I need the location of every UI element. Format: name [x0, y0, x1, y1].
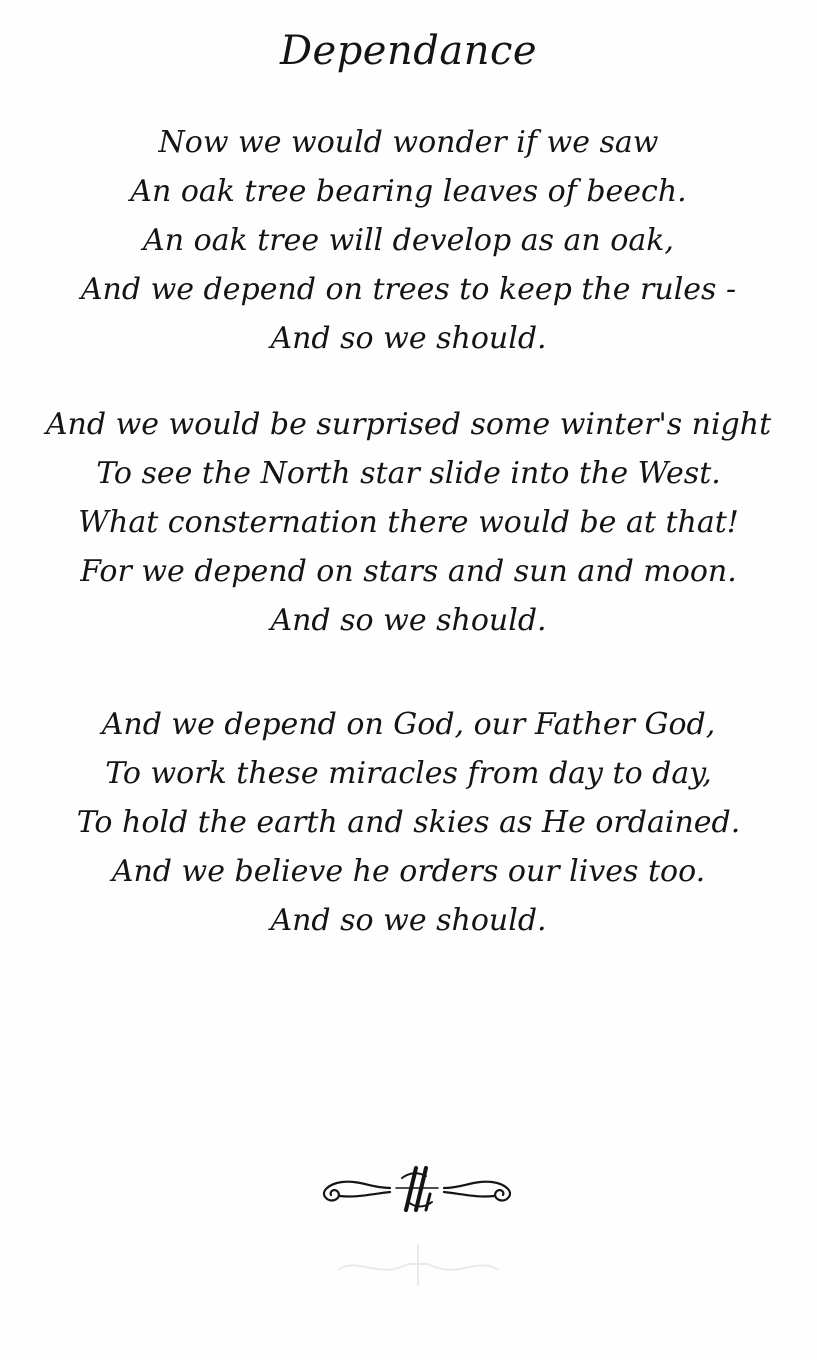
poem-line: And we would be surprised some winter's night [45, 407, 772, 442]
poem-line: To hold the earth and skies as He ordained. [76, 805, 741, 840]
poem-line: And we believe he orders our lives too. [111, 854, 706, 889]
stanza-3 [0, 700, 817, 945]
poem-line: And so we should. [270, 903, 547, 938]
stanza-1 [0, 118, 817, 363]
poem-line: And we depend on God, our Father God, [101, 707, 716, 742]
poem-line: And we depend on trees to keep the rules - [80, 272, 737, 307]
poem-line: And so we should. [270, 603, 547, 638]
poem-line: An oak tree will develop as an oak, [143, 223, 674, 258]
poem-line: An oak tree bearing leaves of beech. [130, 174, 687, 209]
poem-line: And so we should. [270, 321, 547, 356]
poem-line: To see the North star slide into the West. [96, 456, 721, 491]
poem-line: For we depend on stars and sun and moon. [80, 554, 737, 589]
poem-line: Now we would wonder if we saw [158, 125, 659, 160]
poem-line: What consternation there would be at that! [78, 505, 739, 540]
flourish-divider-icon [312, 1158, 522, 1220]
stanza-2 [0, 400, 817, 645]
poem-title: Dependance [279, 28, 538, 74]
show-through-flourish-icon [318, 1236, 518, 1296]
poem-line: To work these miracles from day to day, [105, 756, 712, 791]
